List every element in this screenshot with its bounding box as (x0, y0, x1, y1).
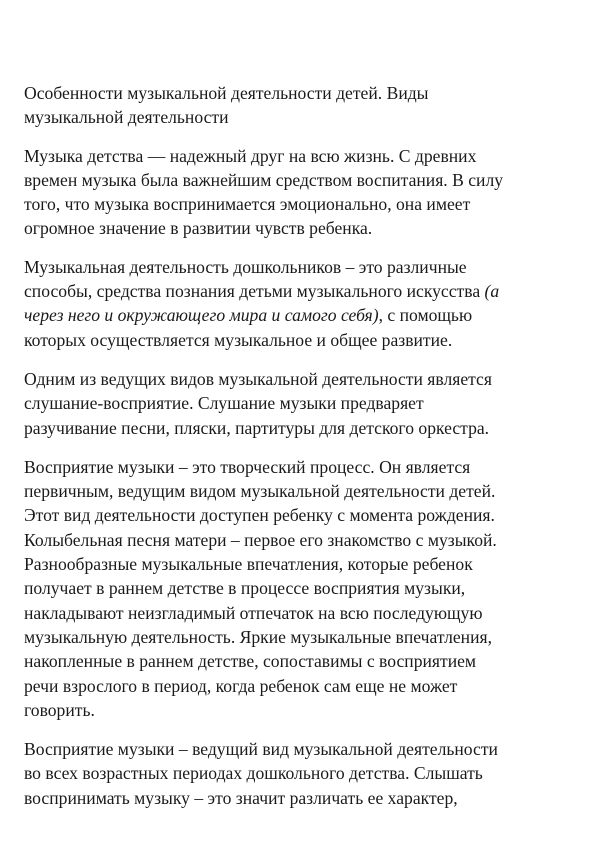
document-title: Особенности музыкальной деятельности детей. Виды музыкальной деятельности (24, 83, 429, 128)
paragraph-perception-process: Восприятие музыки – это творческий процесс. Он является первичным, ведущим видом музыкальной деятельности детей. Этот вид деятельности доступен ребенку с момента рождения. Колыбельная песня матери – первое его знакомство с музыкой. Разнообразные музыкальные впечатления, которые ребенок получает в раннем детстве в процессе восприятия музыки, накладывают неизгладимый отпечаток на всю последующую музыкальную деятельность. Яркие музыкальные впечатления, накопленные в раннем детстве, сопоставимы с восприятием речи взрослого в период, когда ребенок сам еще не может говорить. (24, 456, 497, 720)
paragraph-music-childhood: Музыка детства — надежный друг на всю жизнь. С древних времен музыка была важнейшим средством воспитания. В силу того, что музыка воспринимается эмоционально, она имеет огромное значение в развитии чувств ребенка. (24, 145, 504, 239)
paragraph-italic-part: (а через него и окружающего мира и самого себя) (24, 281, 500, 326)
paragraph-text-part: , с помощью которых осуществляется музыкальное и общее развитие. (24, 305, 473, 350)
paragraph-perception-leading: Восприятие музыки – ведущий вид музыкальной деятельности во всех возрастных периодах дошкольного детства. Слышать воспринимать музыку – это значит различать ее характер, (24, 739, 498, 808)
paragraph-listening: Одним из ведущих видов музыкальной деятельности является слушание-восприятие. Слушание музыки предваряет разучивание песни, пляски, партитуры для детского оркестра. (24, 368, 492, 438)
paragraph-text-part: Музыкальная деятельность дошкольников – это различные способы, средства познания детьми музыкального искусства (24, 256, 481, 302)
document-page (24, 81, 576, 825)
paragraph-musical-activity (24, 255, 576, 352)
